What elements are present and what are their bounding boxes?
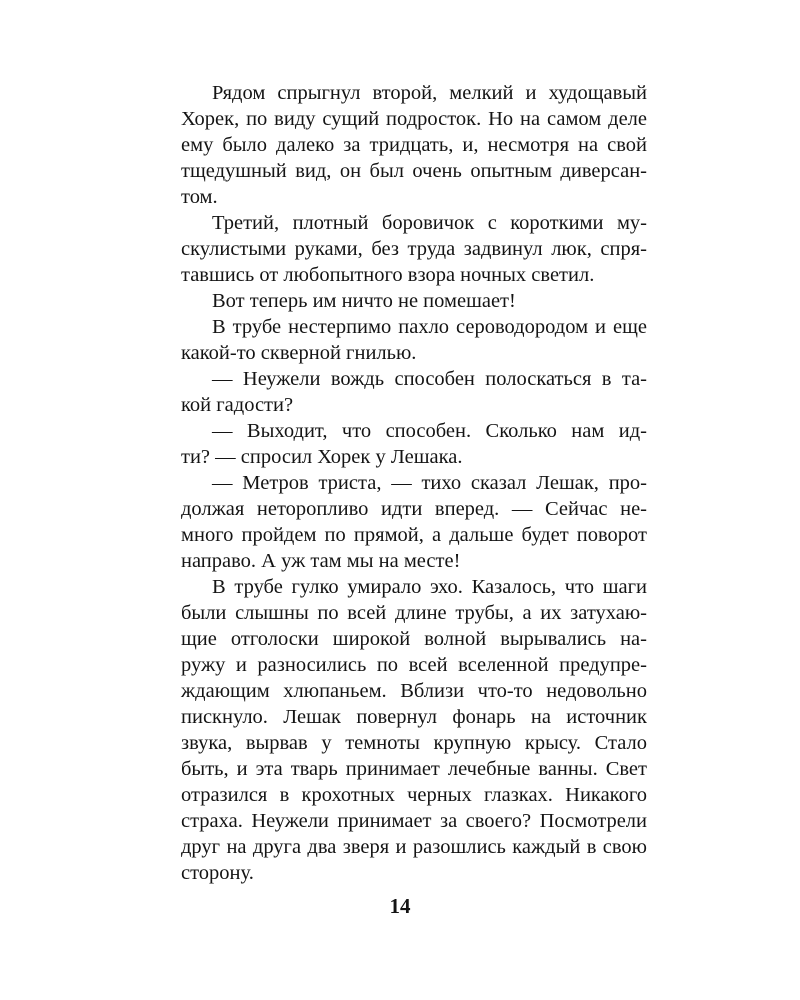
text-line: Рядом спрыгнул второй, мелкий и худощавый (212, 82, 647, 104)
text-line: Вот теперь им ничто не помешает! (212, 290, 516, 312)
text-line: ему было далеко за тридцать, и, несмотря на свой (181, 134, 647, 156)
text-line: должая неторопливо идти вперед. — Сейчас не- (181, 498, 647, 520)
text-line: звука, вырвав у темноты крупную крысу. Стало (181, 732, 647, 754)
text-line: том. (181, 186, 218, 208)
text-line: друг на друга два зверя и разошлись каждый в свою (181, 836, 647, 858)
text-line: пискнуло. Лешак повернул фонарь на источник (181, 706, 647, 728)
text-line: тщедушный вид, он был очень опытным диверсан- (181, 160, 647, 182)
text-line: ружу и разносились по всей вселенной предупре- (181, 654, 647, 676)
text-line: ждающим хлюпаньем. Вблизи что-то недовольно (181, 680, 647, 702)
text-line: страха. Неужели принимает за своего? Посмотрели (181, 810, 647, 832)
text-line: были слышны по всей длине трубы, а их затухаю- (181, 602, 647, 624)
text-line: — Метров триста, — тихо сказал Лешак, про- (212, 472, 647, 494)
text-line: сторону. (181, 862, 254, 884)
text-line: тавшись от любопытного взора ночных светил. (181, 264, 595, 286)
text-line: щие отголоски широкой волной вырывались на- (181, 628, 647, 650)
text-line: много пройдем по прямой, а дальше будет поворот (181, 524, 647, 546)
text-line: Хорек, по виду сущий подросток. Но на самом деле (181, 108, 647, 130)
text-line: Третий, плотный боровичок с короткими му- (212, 212, 647, 234)
body-text (181, 80, 647, 886)
text-line: направо. А уж там мы на месте! (181, 550, 461, 572)
text-line: — Выходит, что способен. Сколько нам ид- (212, 420, 647, 442)
text-line: кой гадости? (181, 394, 294, 416)
text-line: В трубе нестерпимо пахло сероводородом и еще (212, 316, 647, 338)
text-line: — Неужели вождь способен полоскаться в та- (212, 368, 647, 390)
page-number: 14 (389, 894, 411, 918)
text-line: ти? — спросил Хорек у Лешака. (181, 446, 463, 468)
text-line: отразился в крохотных черных глазках. Никакого (181, 784, 647, 806)
text-line: какой-то скверной гнилью. (181, 342, 417, 364)
text-line: В трубе гулко умирало эхо. Казалось, что шаги (212, 576, 647, 598)
text-line: скулистыми руками, без труда задвинул люк, спря- (181, 238, 647, 260)
text-line: быть, и эта тварь принимает лечебные ванны. Свет (181, 758, 647, 780)
